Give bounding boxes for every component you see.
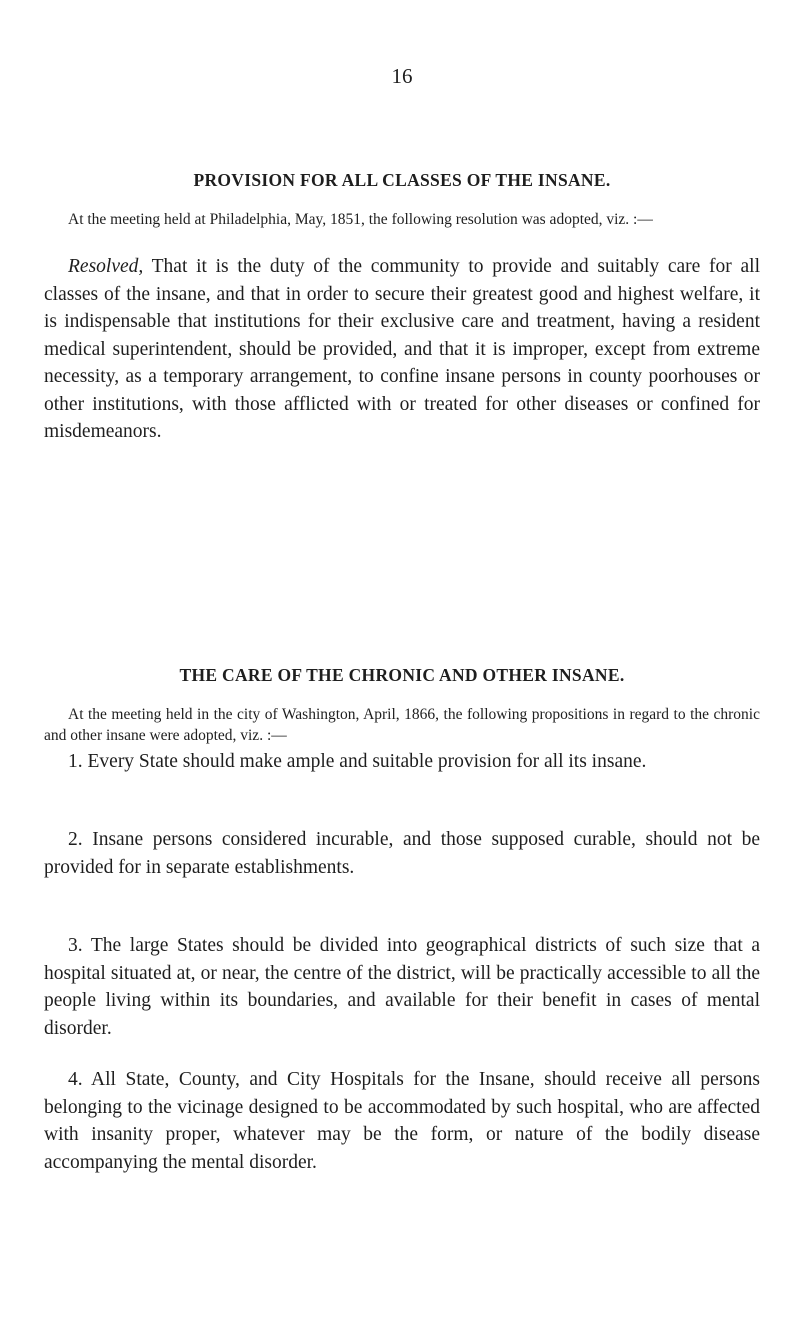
proposition-2: 2. Insane persons considered incurable, and those supposed curable, should not be provided for in separate establishments. <box>44 829 760 878</box>
proposition-4: 4. All State, County, and City Hospitals for the Insane, should receive all persons belonging to the vicinage designed to be accommodated by such hospital, who are affected with insanity proper, whatever may be the form, or nature of the bodily disease accompanying the mental disorder. <box>44 1069 760 1173</box>
section-heading-chronic-care: THE CARE OF THE CHRONIC AND OTHER INSANE. <box>179 665 625 685</box>
resolution-text: That it is the duty of the community to provide and suitably care for all classes of the insane, and that in order to secure their greatest good and highest welfare, it is indispensable that institutions for their exclusive care and treatment, having a resident medical superintendent, should be provided, and that it is improper, except from extreme necessity, as a temporary arrangement, to confine insane persons in county poorhouses or other institutions, with those afflicted with or treated for other diseases or confined for misdemeanors. <box>44 256 760 442</box>
section-heading-provision: PROVISION FOR ALL CLASSES OF THE INSANE. <box>193 170 611 190</box>
resolved-label: Resolved, <box>68 256 144 277</box>
resolution-paragraph <box>44 253 760 446</box>
page-number: 16 <box>391 64 413 88</box>
section-intro-washington: At the meeting held in the city of Washington, April, 1866, the following propositions in regard to the chronic and other insane were adopted, viz. :— <box>44 706 760 744</box>
proposition-3: 3. The large States should be divided into geographical districts of such size that a hospital situated at, or near, the centre of the district, will be practically accessible to all the people living within its boundaries, and available for their benefit in cases of mental disorder. <box>44 935 760 1039</box>
section-intro-philadelphia: At the meeting held at Philadelphia, May, 1851, the following resolution was adopted, viz. :— <box>68 211 653 228</box>
proposition-1: 1. Every State should make ample and suitable provision for all its insane. <box>68 751 647 772</box>
